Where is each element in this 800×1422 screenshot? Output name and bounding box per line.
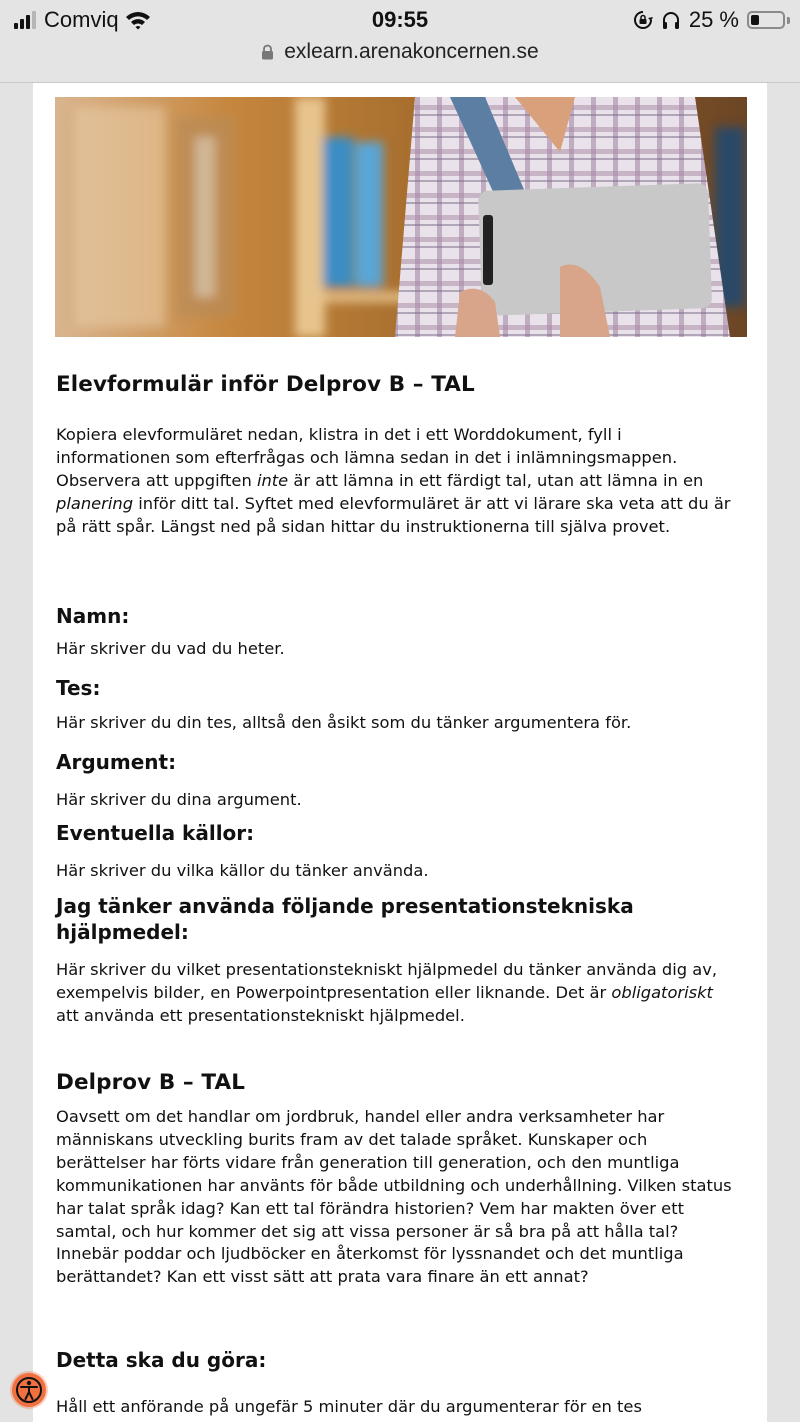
tools-text-2: att använda ett presentationstekniskt hjälpmedel. <box>56 1005 465 1025</box>
lock-icon <box>261 44 274 60</box>
status-right <box>633 6 790 34</box>
rotation-lock-icon <box>633 10 653 30</box>
section-title-delprov: Delprov B – TAL <box>56 1070 246 1095</box>
clock: 09:55 <box>371 7 429 32</box>
battery-tip <box>787 17 790 24</box>
field-heading-kallor: Eventuella källor: <box>56 821 255 845</box>
intro-text-2: är att lämna in ett färdigt tal, utan att lämna in en <box>288 470 704 490</box>
section-text-detta-ska-du-gora: Håll ett anförande på ungefär 5 minuter där du argumenterar för en tes <box>56 1397 642 1416</box>
field-heading-argument: Argument: <box>56 750 177 774</box>
battery-percentage: 25 % <box>688 7 739 32</box>
field-text-argument: Här skriver du dina argument. <box>56 790 302 809</box>
headphones-icon <box>661 10 681 30</box>
field-heading-namn: Namn: <box>56 604 130 628</box>
content-card <box>33 83 767 1422</box>
accessibility-icon <box>16 1377 42 1403</box>
field-heading-hjalpmedel-1: Jag tänker använda följande presentationstekniska <box>56 894 634 918</box>
field-text-kallor: Här skriver du vilka källor du tänker använda. <box>56 861 429 880</box>
intro-paragraph <box>56 424 736 539</box>
student-with-tablet-illustration <box>55 97 747 337</box>
url-text[interactable]: exlearn.arenakoncernen.se <box>284 40 539 63</box>
field-heading-hjalpmedel-2: hjälpmedel: <box>56 920 189 944</box>
field-heading-tes: Tes: <box>56 676 101 700</box>
address-bar[interactable] <box>0 40 800 64</box>
battery-level <box>751 15 759 25</box>
intro-emphasis-planering: planering <box>56 493 134 513</box>
battery-icon <box>747 11 785 29</box>
tools-text-1: Här skriver du vilket presentationstekniskt hjälpmedel du tänker använda dig av, exempelvis bilder, en Powerpointpresentation eller liknande. Det är <box>56 960 718 1002</box>
field-text-namn: Här skriver du vad du heter. <box>56 639 285 658</box>
page-title: Elevformulär inför Delprov B – TAL <box>56 372 475 397</box>
intro-text-3: inför ditt tal. Syftet med elevformuläret är att vi lärare ska veta att du är på rätt spår. Längst ned på sidan hittar du instruktionerna till själva provet. <box>56 493 731 536</box>
intro-emphasis-inte: inte <box>256 470 289 490</box>
tools-emphasis-obligatoriskt: obligatoriskt <box>611 982 713 1002</box>
section-title-detta-ska-du-gora: Detta ska du göra: <box>56 1348 267 1372</box>
hero-image <box>55 97 747 337</box>
field-text-tes: Här skriver du din tes, alltså den åsikt som du tänker argumentera för. <box>56 713 632 732</box>
field-text-hjalpmedel <box>56 959 736 1028</box>
carrier-name: Comviq <box>44 7 119 32</box>
section-text-delprov: Oavsett om det handlar om jordbruk, handel eller andra verksamheter har människans utveckling burits fram av det talade språket. Kunskaper och berättelser har förts vidare från generation till generation, och den muntliga kommunikationen har använts för både utbildning och underhållning. Vilken status har talat språk idag? Kan ett tal förändra historien? Vem har makten över ett samtal, och hur kommer det sig att vissa personer är så bra på att hålla tal? Innebär poddar och ljudböcker en återkomst för lyssnandet och det muntliga berättandet? Kan ett visst sätt att prata vara finare än ett annat? <box>56 1107 732 1287</box>
intro-text-1: Kopiera elevformuläret nedan, klistra in det i ett Worddokument, fyll i informationen som efterfrågas och lämna sedan in det i inlämningsmappen. Observera att uppgiften <box>56 425 678 490</box>
accessibility-button[interactable] <box>12 1373 46 1407</box>
browser-chrome <box>0 0 800 83</box>
